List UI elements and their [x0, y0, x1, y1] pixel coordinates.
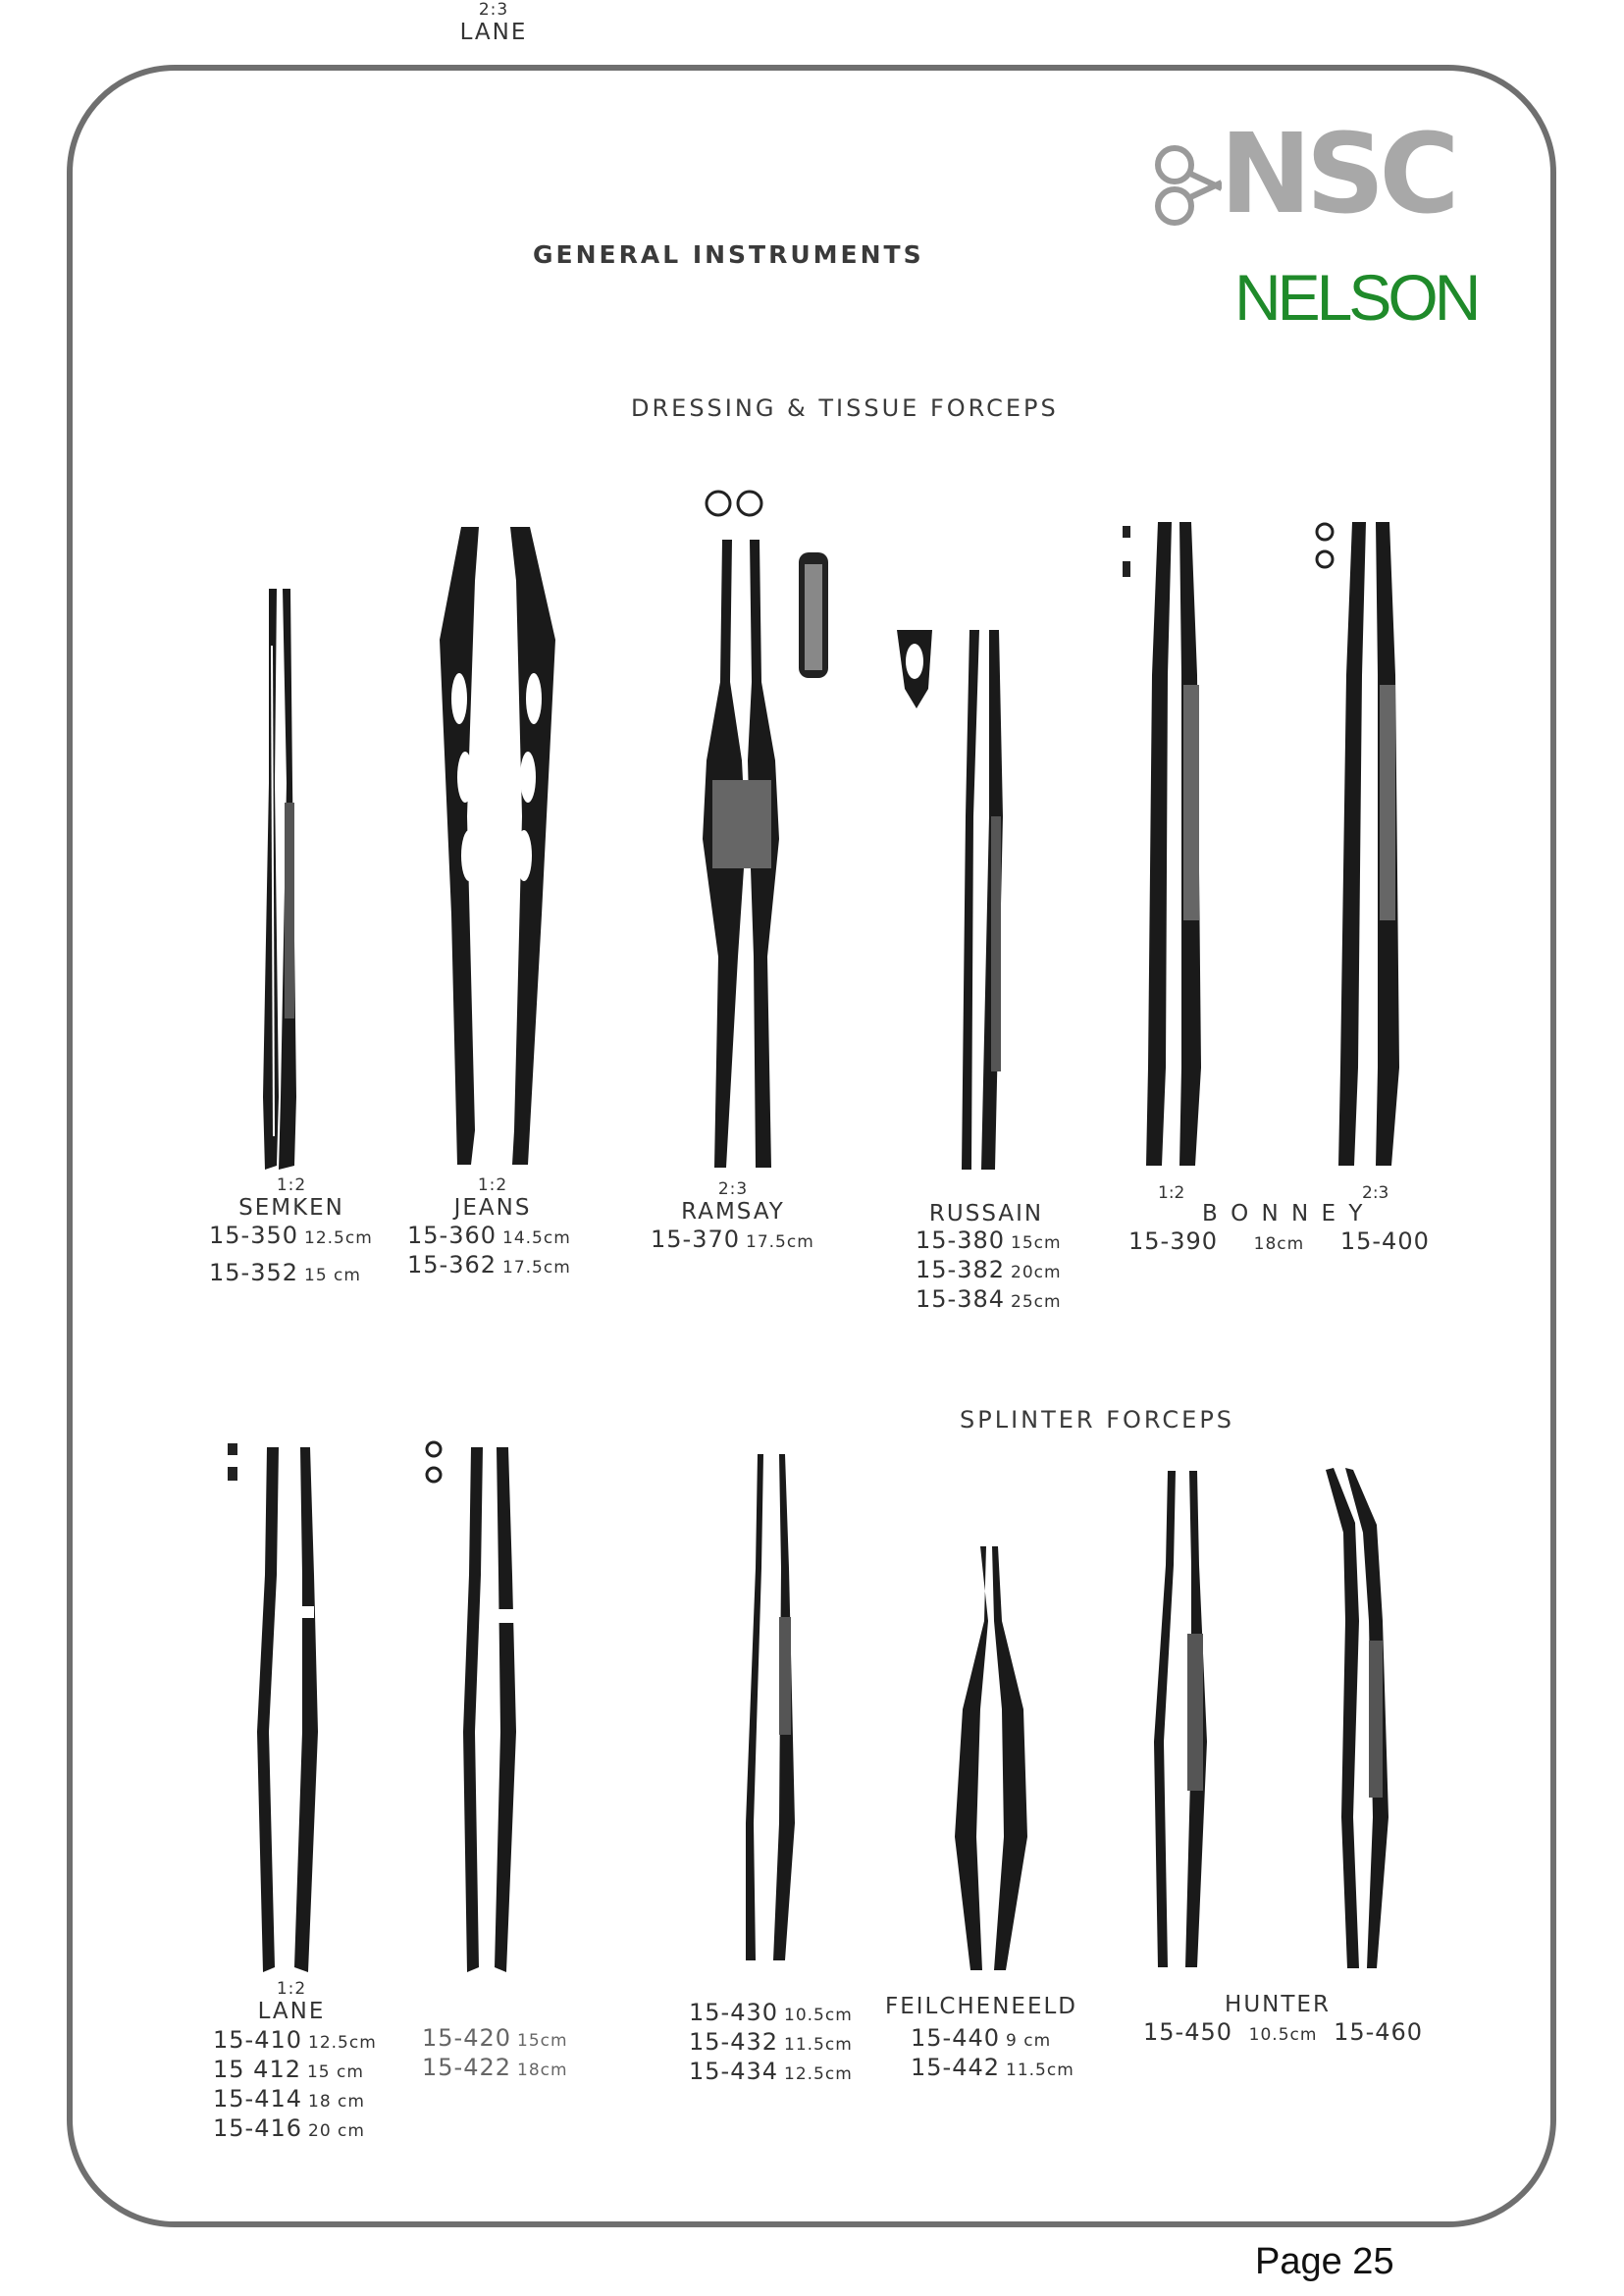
lane1-name: LANE — [257, 1999, 326, 2024]
product-code: 15-434 — [689, 2058, 779, 2085]
product-size: 11.5cm — [784, 2035, 853, 2055]
bonney-name: B O N N E Y — [1202, 1201, 1366, 1226]
semken-name: SEMKEN — [238, 1195, 344, 1221]
product-size: 18cm — [1253, 1234, 1305, 1254]
product-code: 15-442 — [911, 2054, 1001, 2081]
product-code: 15-450 — [1143, 2018, 1233, 2046]
lane2-name: LANE — [459, 20, 528, 45]
product-code: 15-370 — [651, 1226, 741, 1253]
hunter-name: HUNTER — [1225, 1992, 1331, 2017]
bonney-codes — [1128, 1228, 1430, 1258]
ramsay-codes — [651, 1226, 814, 1256]
logo-name: NELSON — [1234, 261, 1478, 334]
product-size: 17.5cm — [502, 1258, 571, 1278]
jeans-name: JEANS — [453, 1195, 532, 1221]
product-size: 17.5cm — [746, 1232, 814, 1252]
lane2-scale: 2:3 — [478, 0, 509, 20]
product-code: 15-390 — [1128, 1227, 1219, 1255]
page-number: Page 25 — [1255, 2241, 1394, 2282]
product-code: 15-362 — [407, 1251, 498, 1278]
semken-scale: 1:2 — [276, 1175, 307, 1195]
semken-forceps-image — [257, 587, 304, 1174]
product-size: 11.5cm — [1006, 2061, 1074, 2080]
product-size: 15cm — [1011, 1233, 1062, 1253]
product-code: 15-384 — [916, 1285, 1006, 1313]
lane-forceps-image-2 — [420, 1437, 528, 1977]
splinter-forceps-image — [738, 1450, 807, 1970]
product-code: 15-382 — [916, 1256, 1006, 1283]
product-size: 12.5cm — [304, 1228, 373, 1248]
product-code: 15-440 — [911, 2024, 1001, 2052]
product-size: 20cm — [1011, 1263, 1062, 1282]
feilcheneeld-caption — [883, 1994, 1079, 2019]
semken-caption — [208, 1175, 375, 1221]
jeans-codes — [407, 1223, 571, 1281]
product-code: 15-422 — [422, 2054, 512, 2081]
russain-forceps-image — [893, 620, 1030, 1177]
logo-mark: NSC — [1220, 111, 1454, 238]
lane1-caption — [218, 1979, 365, 2024]
lane1-scale: 1:2 — [276, 1979, 307, 1999]
product-size: 15cm — [517, 2031, 568, 2051]
product-code: 15 412 — [213, 2056, 301, 2083]
product-size: 10.5cm — [784, 2006, 853, 2025]
hunter-forceps-image-straight — [1148, 1467, 1227, 1977]
feilcheneeld-forceps-image — [937, 1542, 1045, 1976]
feilcheneeld-name: FEILCHENEELD — [884, 1994, 1078, 2019]
product-code: 15-352 — [209, 1259, 299, 1286]
logo — [1153, 111, 1478, 336]
russain-name: RUSSAIN — [928, 1201, 1044, 1226]
product-size: 9 cm — [1006, 2031, 1052, 2051]
product-code: 15-360 — [407, 1222, 498, 1249]
bonney-forceps-image-2 — [1305, 518, 1413, 1172]
product-code: 15-410 — [213, 2026, 303, 2054]
jeans-forceps-image — [432, 522, 561, 1170]
russain-caption — [913, 1201, 1060, 1226]
hunter-codes — [1143, 2019, 1423, 2049]
product-size: 15 cm — [304, 1266, 361, 1285]
ramsay-scale: 2:3 — [717, 1179, 749, 1199]
product-code: 15-400 — [1339, 1227, 1430, 1255]
product-size: 12.5cm — [784, 2064, 853, 2084]
bonney-scale-left: 1:2 — [1158, 1183, 1185, 1203]
product-code: 15-432 — [689, 2028, 779, 2056]
product-size: 20 cm — [308, 2121, 365, 2141]
product-code: 15-420 — [422, 2024, 512, 2052]
russain-codes — [916, 1227, 1062, 1316]
product-size: 10.5cm — [1248, 2025, 1318, 2045]
lane2-caption — [420, 0, 567, 45]
ramsay-name: RAMSAY — [681, 1199, 785, 1225]
splinter-section-title: SPLINTER FORCEPS — [960, 1406, 1235, 1434]
ramsay-forceps-image — [677, 486, 854, 1173]
scissors-icon — [1153, 141, 1222, 230]
product-code: 15-414 — [213, 2085, 303, 2113]
lane1-codes — [213, 2027, 377, 2145]
jeans-scale: 1:2 — [477, 1175, 508, 1195]
lane-forceps-image-1 — [224, 1437, 332, 1977]
ramsay-caption — [650, 1179, 816, 1225]
splinter-plain-codes — [689, 2000, 853, 2088]
bonney-forceps-image-1 — [1119, 518, 1217, 1172]
lane2-codes — [422, 2025, 568, 2084]
product-size: 12.5cm — [308, 2033, 377, 2053]
page-title: GENERAL INSTRUMENTS — [533, 240, 924, 269]
product-size: 15 cm — [306, 2062, 364, 2082]
hunter-caption — [1199, 1992, 1356, 2017]
feilcheneeld-codes — [911, 2025, 1074, 2084]
dressing-section-title: DRESSING & TISSUE FORCEPS — [631, 394, 1059, 422]
product-code: 15-380 — [916, 1226, 1006, 1254]
product-size: 18cm — [517, 2061, 568, 2080]
product-size: 25cm — [1011, 1292, 1062, 1312]
product-size: 14.5cm — [502, 1228, 571, 1248]
jeans-caption — [409, 1175, 576, 1221]
product-size: 18 cm — [308, 2092, 365, 2112]
product-code: 15-416 — [213, 2114, 303, 2142]
product-code: 15-430 — [689, 1999, 779, 2026]
semken-codes — [209, 1223, 373, 1289]
hunter-forceps-image-curved — [1320, 1464, 1408, 1974]
product-code: 15-350 — [209, 1222, 299, 1249]
product-code: 15-460 — [1334, 2018, 1424, 2046]
bonney-scale-right: 2:3 — [1362, 1183, 1389, 1203]
